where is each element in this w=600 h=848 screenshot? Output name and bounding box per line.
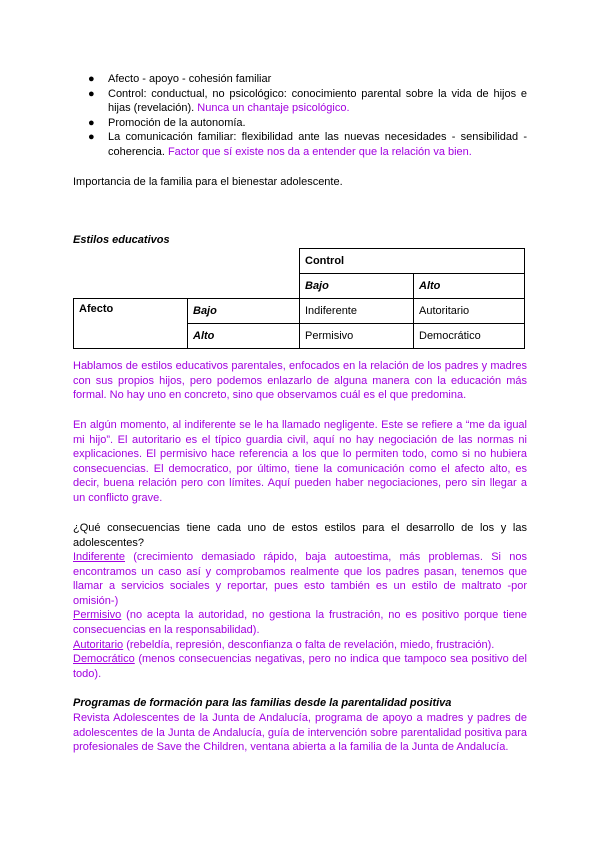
bullet-dot-icon: ● bbox=[88, 131, 95, 144]
consequence-text: (menos consecuencias negativas, pero no indica que tampoco sea positivo del todo). bbox=[73, 653, 527, 680]
bullet-dot-icon: ● bbox=[88, 73, 95, 85]
styles-table bbox=[73, 248, 525, 349]
cell-permisivo: Permisivo bbox=[300, 324, 414, 349]
styles-heading: Estilos educativos bbox=[73, 234, 170, 246]
bullet-item bbox=[73, 87, 527, 116]
bullet-note: Nunca un chantaje psicológico. bbox=[197, 102, 350, 115]
bullet-text: La comunicación familiar: flexibilidad ante las nuevas necesidades - sensibilidad - coherencia. bbox=[108, 131, 527, 158]
bullet-text: Afecto - apoyo - cohesión familiar bbox=[108, 73, 272, 85]
bullet-text: Control: conductual, no psicológico: conocimiento parental sobre la vida de hijos e hijas (revelación). bbox=[108, 87, 527, 115]
bullet-list bbox=[73, 72, 527, 160]
row-alto-header: Alto bbox=[188, 324, 300, 349]
bullet-item bbox=[73, 72, 527, 87]
consequence-text: (crecimiento demasiado rápido, baja autoestima, más problemas. Si nos encontramos un caso así y comprobamos realmente que los padres pasan, tenemos que llamar a servicios sociales y reportar, pues esto también es un estilo de maltrato -por omisión-) bbox=[73, 551, 527, 607]
bullet-item bbox=[73, 130, 527, 159]
bullet-note: Factor que sí existe nos da a entender que la relación va bien. bbox=[167, 145, 472, 158]
table-row bbox=[74, 249, 525, 274]
cell-democratico: Democrático bbox=[414, 324, 525, 349]
cell-indiferente: Indiferente bbox=[300, 299, 414, 324]
bullet-item bbox=[73, 116, 527, 131]
consequence-item bbox=[73, 652, 527, 681]
table-row bbox=[74, 299, 525, 324]
programs-text: Revista Adolescentes de la Junta de Andalucía, programa de apoyo a madres y padres de adolescentes de la Junta de Andalucía, guía de intervención sobre parentalidad positiva para profesionales de Save the Children, ventana abierta a la familia de la Junta de Andalucía. bbox=[73, 712, 527, 754]
table-row bbox=[74, 274, 525, 299]
cell-autoritario: Autoritario bbox=[414, 299, 525, 324]
consequence-text: (rebeldía, represión, desconfianza o falta de revelación, miedo, frustración). bbox=[123, 638, 495, 651]
consequences-block bbox=[73, 550, 527, 681]
question: ¿Qué consecuencias tiene cada uno de estos estilos para el desarrollo de los y las adolescentes? bbox=[73, 522, 527, 549]
consequence-term: Indiferente bbox=[73, 551, 125, 563]
bullet-dot-icon: ● bbox=[88, 116, 95, 129]
row-bajo-header: Bajo bbox=[188, 299, 300, 324]
bullet-dot-icon: ● bbox=[88, 87, 95, 100]
consequence-item bbox=[73, 550, 527, 608]
consequence-term: Autoritario bbox=[73, 638, 124, 651]
bullet-text: Promoción de la autonomía. bbox=[108, 116, 246, 129]
col-alto-header: Alto bbox=[414, 274, 525, 299]
consequence-term: Permisivo bbox=[73, 609, 122, 622]
paragraph-styles-intro: Hablamos de estilos educativos parentales, enfocados en la relación de los padres y madres con sus propios hijos, pero podemos enlazarlo de alguna manera con la educación más formal. No hay uno en concreto, sino que observamos cuál es el que predomina. bbox=[73, 360, 527, 402]
control-header: Control bbox=[300, 249, 525, 274]
afecto-header: Afecto bbox=[74, 299, 188, 349]
programs-heading: Programas de formación para las familias desde la parentalidad positiva bbox=[73, 697, 452, 709]
col-bajo-header: Bajo bbox=[300, 274, 414, 299]
consequence-term: Democrático bbox=[73, 653, 135, 666]
consequence-item bbox=[73, 608, 527, 637]
paragraph-styles-detail: En algún momento, al indiferente se le ha llamado negligente. Este se refiere a “me da igual mi hijo”. El autoritario es el típico guardia civil, aquí no hay negociación de las normas ni explicaciones. El permisivo hace referencia a los que lo permiten todo, como si no hubiera consecuencias. El democratico, por último, tiene la comunicación como el afecto alto, es decir, buena relación pero con límites. Aquí pueden haber negociaciones, pero sin llegar a un conflicto grave. bbox=[73, 419, 527, 504]
consequence-text: (no acepta la autoridad, no gestiona la frustración, no es positivo porque tiene consecuencias en la responsabilidad). bbox=[73, 609, 527, 636]
consequence-item bbox=[73, 638, 527, 653]
importance-line: Importancia de la familia para el bienestar adolescente. bbox=[73, 176, 343, 188]
